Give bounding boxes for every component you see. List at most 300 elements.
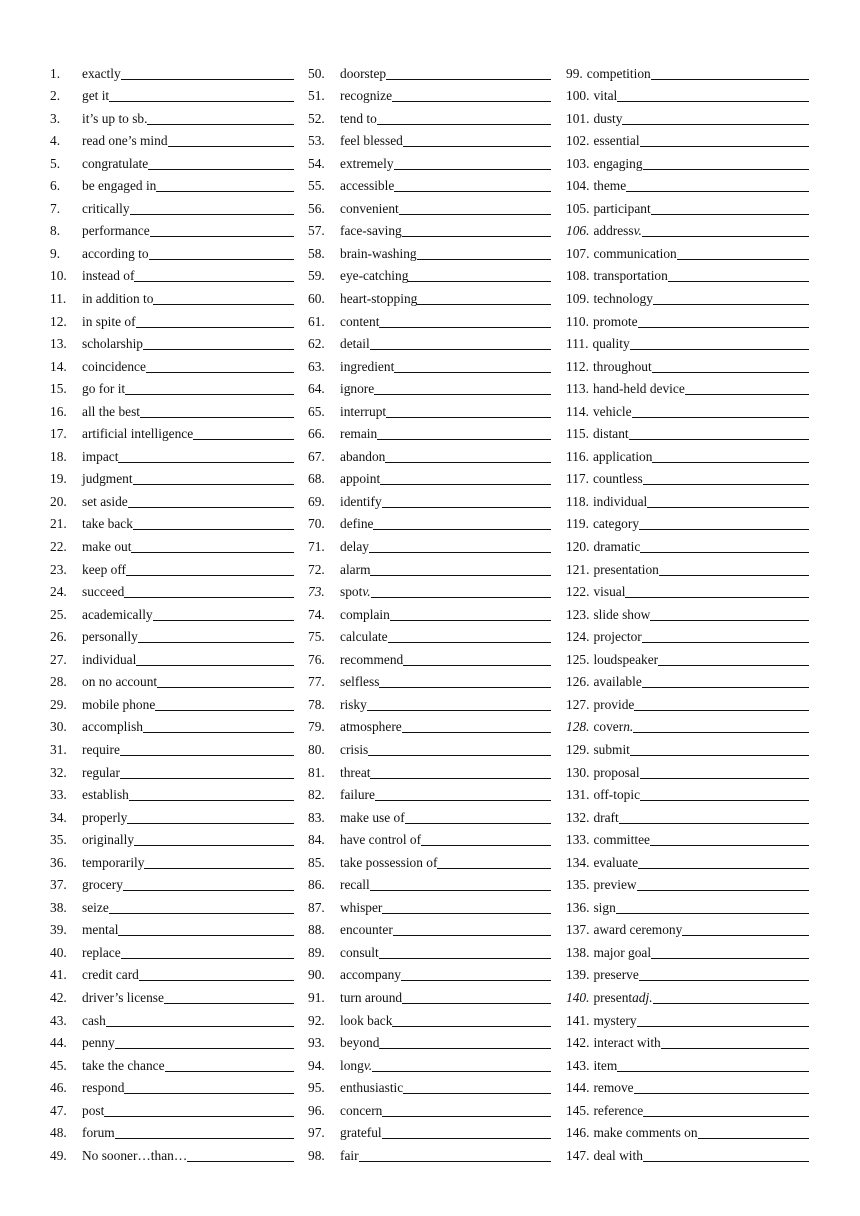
item-term: quality (592, 336, 630, 352)
item-number: 62. (308, 336, 325, 352)
answer-blank[interactable] (651, 79, 809, 80)
answer-blank[interactable] (417, 259, 551, 260)
item-term: abandon (340, 448, 386, 464)
answer-blank[interactable] (109, 101, 294, 102)
vocab-item (566, 486, 809, 509)
vocab-item (50, 644, 294, 667)
vocab-item (566, 441, 809, 464)
answer-blank[interactable] (168, 146, 294, 147)
item-number: 35. (50, 832, 67, 848)
vocab-item (566, 396, 809, 419)
answer-blank[interactable] (643, 1116, 809, 1117)
item-number: 90. (308, 967, 325, 983)
vocab-item (50, 58, 294, 81)
item-term: scholarship (82, 336, 143, 352)
vocab-item (308, 396, 551, 419)
item-term: beyond (340, 1035, 380, 1051)
answer-blank[interactable] (115, 1048, 294, 1049)
vocab-item (308, 1095, 551, 1118)
vocab-item (308, 577, 551, 600)
item-term: have control of (340, 832, 422, 848)
item-number: 116. (566, 448, 589, 464)
vocab-item (308, 216, 551, 239)
column-1 (50, 58, 294, 1163)
answer-blank[interactable] (129, 800, 294, 801)
vocab-item (50, 1118, 294, 1141)
answer-blank[interactable] (382, 1116, 551, 1117)
answer-blank[interactable] (149, 259, 294, 260)
answer-blank[interactable] (130, 214, 294, 215)
item-number: 141. (566, 1012, 590, 1028)
item-number: 101. (566, 110, 590, 126)
item-number: 44. (50, 1035, 67, 1051)
item-number: 143. (566, 1057, 590, 1073)
item-number: 25. (50, 606, 67, 622)
item-term: heart-stopping (340, 291, 418, 307)
item-number: 59. (308, 268, 325, 284)
answer-blank[interactable] (156, 191, 294, 192)
answer-blank[interactable] (390, 620, 551, 621)
answer-blank[interactable] (637, 890, 809, 891)
answer-blank[interactable] (371, 597, 551, 598)
answer-blank[interactable] (370, 575, 551, 576)
answer-blank[interactable] (653, 1003, 809, 1004)
answer-blank[interactable] (386, 417, 551, 418)
vocab-item (50, 915, 294, 938)
item-number: 108. (566, 268, 590, 284)
answer-blank[interactable] (642, 687, 809, 688)
answer-blank[interactable] (128, 507, 294, 508)
item-number: 92. (308, 1012, 325, 1028)
item-term: academically (82, 606, 153, 622)
item-term: presentation (593, 561, 659, 577)
answer-blank[interactable] (118, 935, 294, 936)
answer-blank[interactable] (388, 642, 551, 643)
answer-blank[interactable] (126, 575, 294, 576)
answer-blank[interactable] (143, 349, 294, 350)
answer-blank[interactable] (401, 980, 551, 981)
answer-blank[interactable] (374, 394, 551, 395)
answer-blank[interactable] (153, 304, 294, 305)
item-number: 129. (566, 741, 590, 757)
answer-blank[interactable] (402, 732, 551, 733)
answer-blank[interactable] (677, 259, 809, 260)
item-number: 57. (308, 223, 325, 239)
answer-blank[interactable] (393, 935, 551, 936)
answer-blank[interactable] (698, 1138, 809, 1139)
answer-blank[interactable] (104, 1116, 294, 1117)
item-term: read one’s mind (82, 133, 168, 149)
vocab-item (50, 351, 294, 374)
answer-blank[interactable] (106, 1026, 294, 1027)
item-number: 115. (566, 426, 589, 442)
answer-blank[interactable] (650, 620, 809, 621)
answer-blank[interactable] (377, 439, 551, 440)
answer-blank[interactable] (140, 417, 294, 418)
item-term: delay (340, 539, 369, 555)
answer-blank[interactable] (143, 732, 294, 733)
vocab-item (566, 329, 809, 352)
answer-blank[interactable] (619, 823, 809, 824)
answer-blank[interactable] (115, 1138, 294, 1139)
answer-blank[interactable] (392, 1026, 551, 1027)
item-term: accompany (340, 967, 401, 983)
answer-blank[interactable] (131, 552, 294, 553)
item-term: mobile phone (82, 696, 156, 712)
part-of-speech: adj. (632, 989, 653, 1005)
answer-blank[interactable] (392, 101, 551, 102)
answer-blank[interactable] (632, 417, 809, 418)
answer-blank[interactable] (639, 529, 809, 530)
answer-blank[interactable] (640, 552, 809, 553)
answer-blank[interactable] (622, 124, 809, 125)
item-term: feel blessed (340, 133, 403, 149)
item-number: 43. (50, 1012, 67, 1028)
item-term: credit card (82, 967, 139, 983)
vocab-item (566, 689, 809, 712)
answer-blank[interactable] (150, 236, 294, 237)
part-of-speech: v. (363, 1057, 373, 1073)
answer-blank[interactable] (134, 845, 294, 846)
item-number: 91. (308, 989, 325, 1005)
vocab-item (566, 644, 809, 667)
vocab-item (50, 667, 294, 690)
answer-blank[interactable] (651, 958, 809, 959)
item-term: spot (340, 584, 363, 600)
answer-blank[interactable] (121, 958, 294, 959)
answer-blank[interactable] (127, 823, 294, 824)
answer-blank[interactable] (386, 79, 551, 80)
answer-blank[interactable] (370, 778, 551, 779)
item-term: remove (593, 1080, 634, 1096)
item-number: 137. (566, 922, 590, 938)
item-number: 114. (566, 403, 589, 419)
answer-blank[interactable] (165, 1071, 294, 1072)
vocab-item (50, 216, 294, 239)
item-term: eye-catching (340, 268, 409, 284)
vocab-item (308, 712, 551, 735)
answer-blank[interactable] (630, 755, 809, 756)
item-number: 121. (566, 561, 590, 577)
answer-blank[interactable] (617, 1071, 809, 1072)
answer-blank[interactable] (379, 327, 551, 328)
item-term: require (82, 741, 120, 757)
answer-blank[interactable] (682, 935, 809, 936)
answer-blank[interactable] (134, 281, 294, 282)
answer-blank[interactable] (402, 236, 551, 237)
answer-blank[interactable] (421, 845, 551, 846)
column-3 (566, 58, 809, 1163)
answer-blank[interactable] (369, 552, 551, 553)
answer-blank[interactable] (367, 710, 551, 711)
item-term: competition (586, 65, 651, 81)
item-term: congratulate (82, 155, 149, 171)
item-number: 3. (50, 110, 61, 126)
answer-blank[interactable] (120, 778, 294, 779)
answer-blank[interactable] (109, 913, 294, 914)
vocab-item (50, 1140, 294, 1163)
item-term: slide show (593, 606, 651, 622)
answer-blank[interactable] (187, 1161, 294, 1162)
answer-blank[interactable] (124, 597, 294, 598)
answer-blank[interactable] (123, 890, 294, 891)
answer-blank[interactable] (133, 484, 294, 485)
vocab-item (308, 531, 551, 554)
answer-blank[interactable] (417, 304, 551, 305)
vocab-item (566, 374, 809, 397)
answer-blank[interactable] (382, 507, 551, 508)
answer-blank[interactable] (403, 665, 551, 666)
answer-blank[interactable] (373, 529, 551, 530)
answer-blank[interactable] (359, 1161, 551, 1162)
item-number: 81. (308, 764, 325, 780)
item-term: recommend (340, 651, 404, 667)
answer-blank[interactable] (661, 1048, 809, 1049)
answer-blank[interactable] (405, 823, 551, 824)
item-number: 130. (566, 764, 590, 780)
vocab-item (50, 464, 294, 487)
answer-blank[interactable] (139, 980, 294, 981)
answer-blank[interactable] (148, 169, 294, 170)
item-term: look back (340, 1012, 393, 1028)
item-number: 95. (308, 1080, 325, 1096)
vocab-item (50, 238, 294, 261)
answer-blank[interactable] (652, 372, 809, 373)
answer-blank[interactable] (138, 642, 294, 643)
answer-blank[interactable] (650, 845, 809, 846)
vocab-item (566, 261, 809, 284)
answer-blank[interactable] (630, 349, 809, 350)
answer-blank[interactable] (637, 1026, 809, 1027)
item-number: 133. (566, 832, 590, 848)
answer-blank[interactable] (653, 304, 809, 305)
item-term: take back (82, 516, 133, 532)
answer-blank[interactable] (380, 484, 551, 485)
item-number: 33. (50, 787, 67, 803)
vocab-item (308, 644, 551, 667)
answer-blank[interactable] (146, 372, 294, 373)
answer-blank[interactable] (639, 980, 809, 981)
answer-blank[interactable] (153, 620, 294, 621)
vocab-item (566, 937, 809, 960)
vocab-item (50, 1005, 294, 1028)
answer-blank[interactable] (668, 281, 809, 282)
answer-blank[interactable] (125, 394, 294, 395)
vocab-item (308, 283, 551, 306)
item-term: transportation (593, 268, 668, 284)
answer-blank[interactable] (379, 1048, 551, 1049)
vocab-item (50, 1050, 294, 1073)
item-number: 127. (566, 696, 590, 712)
item-number: 11. (50, 291, 67, 307)
item-term: go for it (82, 381, 126, 397)
item-number: 71. (308, 539, 325, 555)
answer-blank[interactable] (394, 169, 551, 170)
answer-blank[interactable] (642, 642, 809, 643)
item-term: throughout (592, 358, 652, 374)
answer-blank[interactable] (370, 890, 551, 891)
answer-blank[interactable] (643, 1161, 809, 1162)
answer-blank[interactable] (164, 1003, 294, 1004)
answer-blank[interactable] (651, 214, 809, 215)
answer-blank[interactable] (118, 462, 294, 463)
answer-blank[interactable] (616, 913, 809, 914)
answer-blank[interactable] (640, 778, 809, 779)
answer-blank[interactable] (437, 868, 551, 869)
item-number: 120. (566, 539, 590, 555)
answer-blank[interactable] (658, 665, 809, 666)
answer-blank[interactable] (377, 124, 551, 125)
item-term: major goal (593, 944, 652, 960)
item-term: penny (82, 1035, 115, 1051)
item-term: distant (592, 426, 629, 442)
item-number: 15. (50, 381, 67, 397)
item-term: it’s up to sb. (82, 110, 148, 126)
vocab-item (50, 734, 294, 757)
answer-blank[interactable] (629, 439, 809, 440)
answer-blank[interactable] (640, 800, 809, 801)
item-term: artificial intelligence (82, 426, 194, 442)
item-number: 2. (50, 88, 61, 104)
answer-blank[interactable] (375, 800, 551, 801)
item-number: 99. (566, 65, 583, 81)
item-number: 89. (308, 944, 325, 960)
vocab-item (566, 554, 809, 577)
item-term: according to (82, 245, 149, 261)
answer-blank[interactable] (633, 732, 809, 733)
answer-blank[interactable] (403, 146, 551, 147)
answer-blank[interactable] (402, 1003, 551, 1004)
vocab-item (566, 1050, 809, 1073)
answer-blank[interactable] (193, 439, 294, 440)
item-number: 8. (50, 223, 61, 239)
item-number: 93. (308, 1035, 325, 1051)
vocab-item (308, 847, 551, 870)
answer-blank[interactable] (157, 687, 294, 688)
vocab-item (308, 171, 551, 194)
answer-blank[interactable] (617, 101, 809, 102)
answer-blank[interactable] (685, 394, 809, 395)
answer-blank[interactable] (370, 349, 551, 350)
vocab-item (308, 261, 551, 284)
item-number: 61. (308, 313, 325, 329)
item-term: take the chance (82, 1057, 165, 1073)
item-number: 9. (50, 245, 61, 261)
vocab-item (308, 689, 551, 712)
answer-blank[interactable] (625, 597, 809, 598)
answer-blank[interactable] (379, 958, 551, 959)
answer-blank[interactable] (372, 1071, 551, 1072)
item-term: address (593, 223, 634, 239)
item-number: 140. (566, 989, 590, 1005)
item-number: 14. (50, 358, 67, 374)
answer-blank[interactable] (133, 529, 294, 530)
answer-blank[interactable] (120, 755, 294, 756)
answer-blank[interactable] (136, 327, 294, 328)
answer-blank[interactable] (634, 1093, 809, 1094)
vocab-item (50, 283, 294, 306)
item-number: 18. (50, 448, 67, 464)
answer-blank[interactable] (626, 191, 809, 192)
item-term: whisper (340, 899, 383, 915)
answer-blank[interactable] (638, 868, 809, 869)
item-number: 66. (308, 426, 325, 442)
item-term: No sooner…than… (82, 1147, 188, 1163)
vocab-item (50, 374, 294, 397)
answer-blank[interactable] (643, 484, 809, 485)
vocab-item (566, 1073, 809, 1096)
item-number: 32. (50, 764, 67, 780)
answer-blank[interactable] (379, 687, 551, 688)
vocab-item (308, 1073, 551, 1096)
answer-blank[interactable] (394, 191, 551, 192)
item-number: 132. (566, 809, 590, 825)
item-term: complain (340, 606, 390, 622)
item-number: 65. (308, 403, 325, 419)
answer-blank[interactable] (385, 462, 551, 463)
vocab-item (308, 1005, 551, 1028)
answer-blank[interactable] (643, 169, 809, 170)
item-number: 88. (308, 922, 325, 938)
answer-blank[interactable] (121, 79, 294, 80)
answer-blank[interactable] (638, 327, 809, 328)
answer-blank[interactable] (124, 1093, 294, 1094)
vocab-item (308, 58, 551, 81)
item-number: 49. (50, 1147, 67, 1163)
answer-blank[interactable] (147, 124, 294, 125)
vocab-item (308, 757, 551, 780)
answer-blank[interactable] (136, 665, 294, 666)
item-number: 105. (566, 200, 590, 216)
answer-blank[interactable] (640, 146, 809, 147)
item-term: all the best (82, 403, 141, 419)
answer-blank[interactable] (408, 281, 551, 282)
vocab-item (308, 667, 551, 690)
vocab-item (566, 283, 809, 306)
answer-blank[interactable] (642, 236, 809, 237)
vocab-item (308, 892, 551, 915)
answer-blank[interactable] (647, 507, 809, 508)
item-term: brain-washing (340, 245, 417, 261)
answer-blank[interactable] (399, 214, 551, 215)
item-term: define (340, 516, 374, 532)
item-term: evaluate (593, 854, 639, 870)
answer-blank[interactable] (144, 868, 294, 869)
vocab-item (566, 1140, 809, 1163)
answer-blank[interactable] (394, 372, 551, 373)
answer-blank[interactable] (652, 462, 809, 463)
answer-blank[interactable] (382, 1138, 551, 1139)
answer-blank[interactable] (368, 755, 551, 756)
item-term: originally (82, 832, 135, 848)
item-term: mystery (593, 1012, 637, 1028)
item-term: establish (82, 787, 129, 803)
answer-blank[interactable] (382, 913, 551, 914)
vocab-item (308, 329, 551, 352)
vocab-item (308, 81, 551, 104)
answer-blank[interactable] (659, 575, 809, 576)
item-term: submit (593, 741, 630, 757)
item-number: 124. (566, 629, 590, 645)
vocab-item (308, 599, 551, 622)
answer-blank[interactable] (155, 710, 294, 711)
vocab-item (50, 1095, 294, 1118)
item-term: regular (82, 764, 120, 780)
item-term: post (82, 1102, 105, 1118)
answer-blank[interactable] (634, 710, 809, 711)
answer-blank[interactable] (403, 1093, 551, 1094)
item-term: interact with (593, 1035, 661, 1051)
